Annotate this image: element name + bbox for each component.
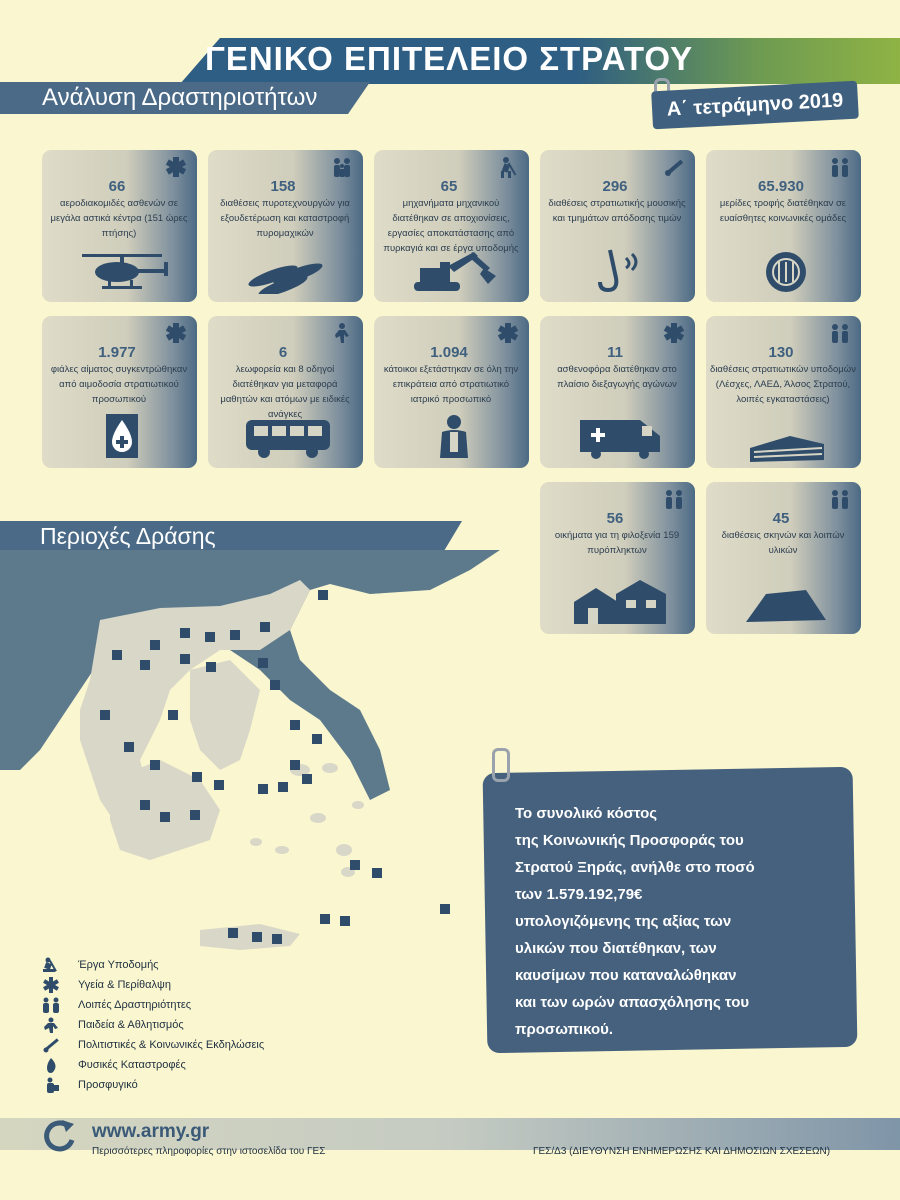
blood-drop-icon bbox=[72, 414, 172, 460]
stat-card-pyrotechnics bbox=[208, 150, 363, 302]
cost-line: των 1.579.192,79€ bbox=[515, 886, 643, 903]
cost-line: υλικών που διατέθηκαν, των bbox=[515, 940, 717, 957]
sports-icon bbox=[40, 1017, 62, 1033]
areas-title: Περιοχές Δράσης bbox=[40, 523, 216, 549]
central-greece bbox=[190, 660, 260, 770]
stat-value: 45 bbox=[772, 510, 790, 527]
stat-value: 6 bbox=[278, 344, 288, 361]
bus-icon bbox=[238, 414, 338, 460]
stat-description: αεροδιακομιδές ασθενών σε μεγάλα αστικά κέντρα (151 ώρες πτήσης) bbox=[50, 198, 188, 239]
peloponnese bbox=[110, 760, 220, 860]
building-icon bbox=[736, 418, 836, 464]
bombs-icon bbox=[238, 248, 338, 294]
sports-icon bbox=[331, 322, 353, 344]
legend-item-disasters bbox=[40, 1055, 186, 1075]
fire-icon bbox=[40, 1057, 62, 1073]
stat-value: 1.094 bbox=[430, 344, 468, 361]
page-title: ΓΕΝΙΚΟ ΕΠΙΤΕΛΕΙΟ ΣΤΡΑΤΟΥ bbox=[205, 40, 694, 77]
legend-label: Υγεία & Περίθαλψη bbox=[78, 979, 171, 991]
legend-label: Πολιτιστικές & Κοινωνικές Εκδηλώσεις bbox=[78, 1039, 265, 1051]
stat-value: 130 bbox=[768, 344, 794, 361]
doctor-icon bbox=[404, 414, 504, 460]
stat-card-ambulances bbox=[540, 316, 695, 468]
page-subtitle: Ανάλυση Δραστηριοτήτων bbox=[42, 84, 318, 111]
medical-star-icon bbox=[40, 977, 62, 993]
cost-line: της Κοινωνικής Προσφοράς του bbox=[515, 832, 744, 849]
stat-description: ασθενοφόρα διατέθηκαν στο πλαίσιο διεξαγωγής αγώνων bbox=[557, 364, 677, 390]
legend-item-infrastructure bbox=[40, 955, 159, 975]
people-icon bbox=[663, 488, 685, 510]
music-icon bbox=[663, 156, 685, 178]
legend-label: Φυσικές Καταστροφές bbox=[78, 1059, 186, 1071]
excavator-icon bbox=[404, 248, 504, 294]
stat-value: 66 bbox=[108, 178, 126, 195]
stat-card-tents bbox=[706, 482, 861, 634]
stat-card-housing bbox=[540, 482, 695, 634]
legend-item-health bbox=[40, 975, 171, 995]
legend-item-refugee bbox=[40, 1075, 138, 1095]
cost-note-text bbox=[515, 800, 835, 1043]
stat-description: κάτοικοι εξετάστηκαν σε όλη την επικράτεια από στρατιωτικό ιατρικό προσωπικό bbox=[383, 364, 519, 405]
legend-label: Έργα Υποδομής bbox=[78, 959, 159, 971]
worker-icon bbox=[497, 156, 519, 178]
cost-line: καυσίμων που καταναλώθηκαν bbox=[515, 967, 737, 984]
legend-item-education bbox=[40, 1015, 184, 1035]
legend-item-other bbox=[40, 995, 191, 1015]
greece-activity-map bbox=[0, 550, 520, 980]
cost-line: Στρατού Ξηράς, ανήλθε στο ποσό bbox=[515, 859, 755, 876]
tent-icon bbox=[736, 580, 836, 626]
stat-value: 11 bbox=[607, 344, 623, 361]
stat-value: 65 bbox=[440, 178, 458, 195]
people-icon bbox=[40, 997, 62, 1013]
people-icon bbox=[829, 322, 851, 344]
stat-value: 65.930 bbox=[758, 178, 804, 195]
refugee-icon bbox=[40, 1077, 62, 1093]
crete-island bbox=[200, 924, 300, 950]
stat-value: 1.977 bbox=[98, 344, 136, 361]
legend-label: Λοιπές Δραστηριότητες bbox=[78, 999, 192, 1011]
mainland-north-region bbox=[0, 550, 500, 800]
stat-card-blood bbox=[42, 316, 197, 468]
paperclip-icon bbox=[492, 748, 510, 782]
stat-description: διαθέσεις πυροτεχνουργών για εξουδετέρωση και καταστροφή πυρομαχικών bbox=[220, 198, 350, 239]
footer-note: Περισσότερες πληροφορίες στην ιστοσελίδα του ΓΕΣ bbox=[92, 1146, 326, 1157]
food-plate-icon bbox=[736, 248, 836, 294]
stat-value: 56 bbox=[606, 510, 624, 527]
medical-star-icon bbox=[497, 322, 519, 344]
stat-description: λεωφορεία και 8 οδηγοί διατέθηκαν για μεταφορά μαθητών και ατόμων με ειδικές ανάγκες bbox=[220, 364, 350, 420]
stat-card-buses bbox=[208, 316, 363, 468]
stat-card-facilities bbox=[706, 316, 861, 468]
stat-card-machinery bbox=[374, 150, 529, 302]
stat-card-music bbox=[540, 150, 695, 302]
legend-label: Προσφυγικό bbox=[78, 1079, 138, 1091]
stat-card-meals bbox=[706, 150, 861, 302]
legend-label: Παιδεία & Αθλητισμός bbox=[78, 1019, 184, 1031]
ambulance-icon bbox=[570, 414, 670, 460]
period-tag: Α΄ τετράμηνο 2019 bbox=[651, 81, 859, 130]
stat-description: οικήματα για τη φιλοξενία 159 πυρόπληκτων bbox=[554, 530, 680, 556]
stat-value: 158 bbox=[270, 178, 296, 195]
stat-description: μερίδες τροφής διατέθηκαν σε ευαίσθητες κοινωνικές ομάδες bbox=[719, 198, 847, 224]
medical-star-icon bbox=[663, 322, 685, 344]
cost-line: και των ωρών απασχόλησης του bbox=[515, 994, 750, 1011]
people-icon bbox=[829, 488, 851, 510]
saxophone-icon bbox=[570, 248, 670, 294]
stat-value: 296 bbox=[602, 178, 628, 195]
footer-department: ΓΕΣ/Δ3 (ΔΙΕΥΘΥΝΣΗ ΕΝΗΜΕΡΩΣΗΣ ΚΑΙ ΔΗΜΟΣΙΩΝ ΣΧΕΣΕΩΝ) bbox=[533, 1146, 831, 1157]
stat-description: φιάλες αίματος συγκεντρώθηκαν από αιμοδοσία στρατιωτικού προσωπικού bbox=[50, 364, 188, 405]
cost-line: υπολογιζόμενης της αξίας των bbox=[515, 913, 732, 930]
legend-item-culture bbox=[40, 1035, 264, 1055]
worker-icon bbox=[40, 957, 62, 973]
refresh-arrow-icon bbox=[42, 1118, 76, 1154]
stat-description: διαθέσεις στρατιωτικής μουσικής και τμημάτων απόδοσης τιμών bbox=[548, 198, 686, 224]
stat-description: μηχανήματα μηχανικού διατέθηκαν σε αποχιονίσεις, εργασίες αποκατάστασης από πυρκαγιά και σε έργα υποδομής bbox=[383, 198, 519, 254]
stat-description: διαθέσεις στρατιωτικών υποδομών (Λέσχες, ΛΑΕΔ, Άλσος Στρατού, λοιπές εγκαταστάσεις) bbox=[710, 364, 856, 405]
medical-star-icon bbox=[165, 156, 187, 178]
stat-card-airlifts bbox=[42, 150, 197, 302]
helicopter-icon bbox=[72, 248, 172, 294]
medical-star-icon bbox=[165, 322, 187, 344]
cost-line: Το συνολικό κόστος bbox=[515, 805, 658, 822]
stat-card-medical-exams bbox=[374, 316, 529, 468]
website-link[interactable]: www.army.gr bbox=[92, 1121, 210, 1142]
music-icon bbox=[40, 1037, 62, 1053]
houses-icon bbox=[570, 580, 670, 626]
people-icon bbox=[829, 156, 851, 178]
stat-description: διαθέσεις σκηνών και λοιπών υλικών bbox=[721, 530, 845, 556]
people-icon bbox=[331, 156, 353, 178]
cost-line: προσωπικού. bbox=[515, 1021, 614, 1038]
